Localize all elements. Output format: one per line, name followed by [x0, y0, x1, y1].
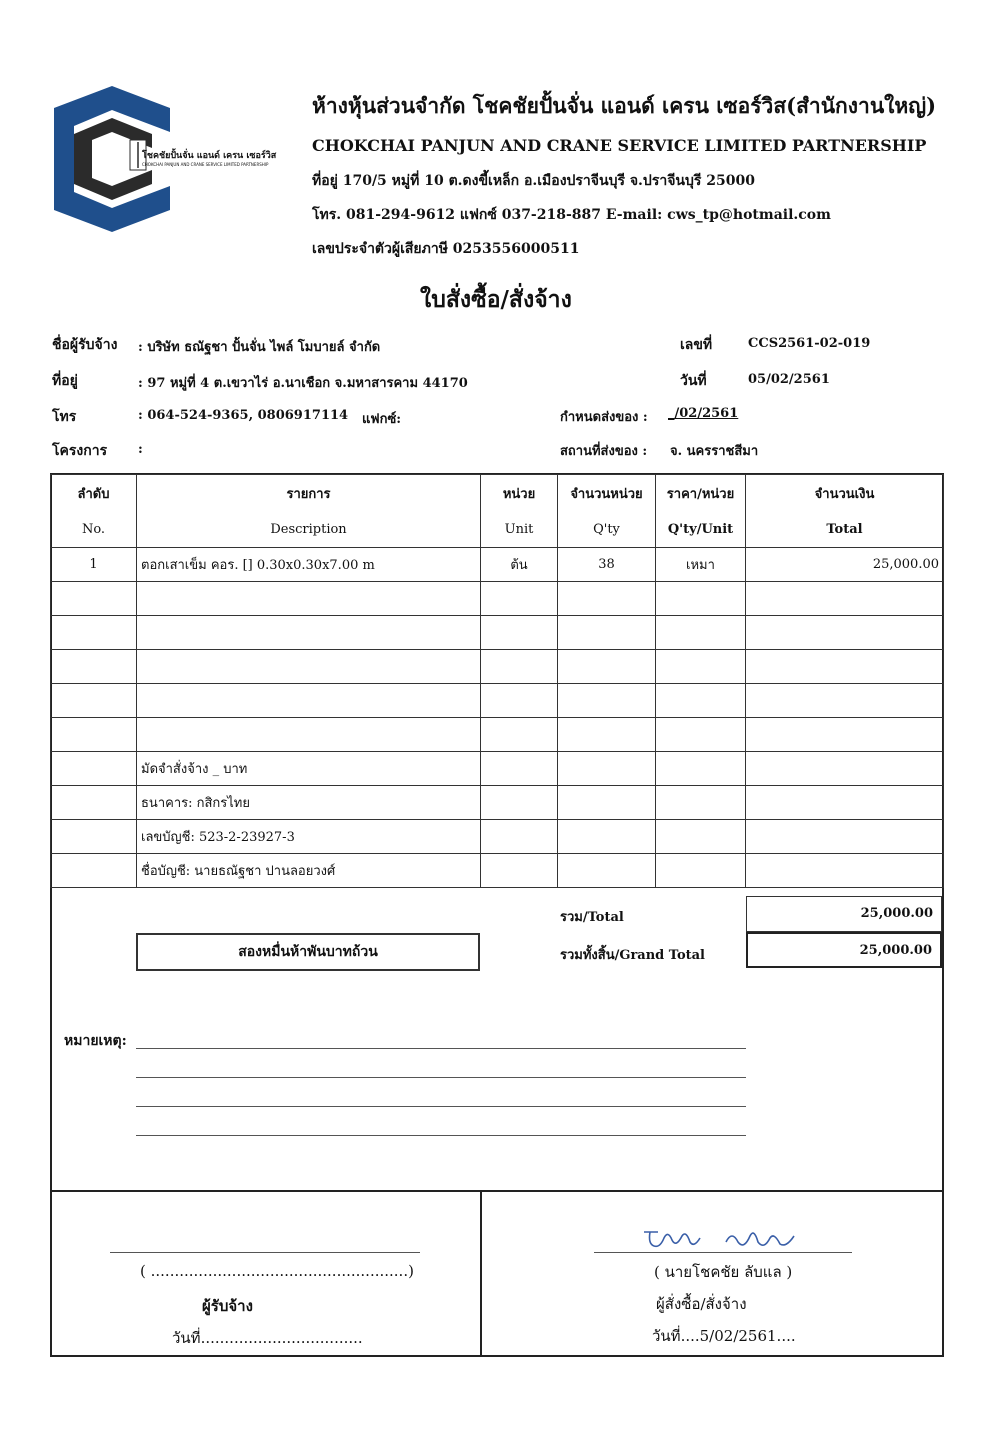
row-unit-price: เหมา — [656, 548, 746, 582]
row-unit — [481, 718, 558, 752]
header-no-th: ลำดับ — [51, 475, 137, 512]
row-unit-price — [656, 684, 746, 718]
total-value: 25,000.00 — [746, 896, 942, 932]
row-qty — [558, 650, 656, 684]
header-unit-en: Unit — [481, 511, 558, 548]
header-unit-price-en: Q'ty/Unit — [656, 511, 746, 548]
row-unit: ต้น — [481, 548, 558, 582]
row-no — [51, 582, 137, 616]
row-unit-price — [656, 752, 746, 786]
purchaser-signature-line — [594, 1252, 852, 1253]
row-unit — [481, 616, 558, 650]
remarks-line — [136, 1048, 746, 1049]
header-total-en: Total — [746, 511, 944, 548]
purchaser-date: วันที่....5/02/2561.... — [652, 1327, 796, 1345]
row-unit — [481, 820, 558, 854]
vendor-phone-label: โทร — [52, 409, 77, 425]
company-address: ที่อยู่ 170/5 หมู่ที่ 10 ต.ดงขี้เหล็ก อ.เมืองปราจีนบุรี จ.ปราจีนบุรี 25000 — [312, 173, 755, 189]
row-total — [746, 616, 944, 650]
contractor-role: ผู้รับจ้าง — [202, 1297, 253, 1315]
row-no — [51, 718, 137, 752]
header-unit-price-th: ราคา/หน่วย — [656, 475, 746, 512]
delivery-due-value: _/02/2561 — [668, 406, 739, 421]
row-qty — [558, 616, 656, 650]
table-row — [51, 582, 944, 616]
row-no — [51, 616, 137, 650]
row-description — [137, 684, 481, 718]
project-value: : — [138, 442, 143, 457]
table-row — [51, 752, 944, 786]
row-qty — [558, 752, 656, 786]
order-number-value: CCS2561-02-019 — [748, 336, 871, 351]
row-description — [137, 718, 481, 752]
document-title: ใบสั่งซื้อ/สั่งจ้าง — [420, 286, 572, 313]
row-qty — [558, 820, 656, 854]
row-qty — [558, 684, 656, 718]
row-description — [137, 616, 481, 650]
company-name-english: CHOKCHAI PANJUN AND CRANE SERVICE LIMITED PARTNERSHIP — [312, 136, 927, 155]
header-qty-en: Q'ty — [558, 511, 656, 548]
grand-total-value: 25,000.00 — [746, 932, 942, 968]
delivery-due-label: กำหนดส่งของ : — [560, 410, 648, 425]
vendor-name-label: ชื่อผู้รับจ้าง — [52, 337, 118, 353]
table-header-thai — [51, 475, 944, 512]
row-no: 1 — [51, 548, 137, 582]
vendor-address-label: ที่อยู่ — [52, 373, 78, 389]
row-description — [137, 650, 481, 684]
row-total — [746, 786, 944, 820]
amount-in-words: สองหมื่นห้าพันบาทถ้วน — [136, 933, 480, 971]
header-description-th: รายการ — [137, 475, 481, 512]
row-unit — [481, 650, 558, 684]
remarks-line — [136, 1077, 746, 1078]
logo-subtext: CHOKCHAI PANJUN AND CRANE SERVICE LIMITED PARTNERSHIP — [142, 162, 269, 167]
table-row — [51, 786, 944, 820]
row-unit — [481, 854, 558, 888]
contractor-date: วันที่.................................. — [172, 1329, 363, 1347]
row-total — [746, 582, 944, 616]
row-no — [51, 650, 137, 684]
row-unit — [481, 684, 558, 718]
row-unit-price — [656, 854, 746, 888]
row-description: ธนาคาร: กสิกรไทย — [137, 786, 481, 820]
table-row — [51, 684, 944, 718]
vendor-name-value: : บริษัท ธณัฐชา ปั้นจั่น ไพล์ โมบายล์ จำกัด — [138, 340, 381, 355]
row-unit-price — [656, 820, 746, 854]
purchaser-role: ผู้สั่งซื้อ/สั่งจ้าง — [656, 1295, 747, 1313]
table-row — [51, 854, 944, 888]
row-no — [51, 854, 137, 888]
row-total — [746, 650, 944, 684]
vendor-fax-label: แฟกซ์: — [362, 412, 402, 427]
delivery-place-value: จ. นครราชสีมา — [670, 444, 759, 459]
order-date-label: วันที่ — [680, 373, 707, 389]
table-row — [51, 718, 944, 752]
row-no — [51, 786, 137, 820]
row-unit-price — [656, 582, 746, 616]
row-qty — [558, 718, 656, 752]
table-row — [51, 616, 944, 650]
table-row — [51, 820, 944, 854]
order-date-value: 05/02/2561 — [748, 372, 830, 387]
row-unit — [481, 752, 558, 786]
vendor-address-value: : 97 หมู่ที่ 4 ต.เขวาไร่ อ.นาเชือก จ.มหาสารคาม 44170 — [138, 376, 468, 391]
project-label: โครงการ — [52, 443, 108, 459]
row-total — [746, 684, 944, 718]
vendor-phone-value: : 064-524-9365, 0806917114 — [138, 408, 349, 423]
row-unit-price — [656, 718, 746, 752]
row-no — [51, 752, 137, 786]
row-unit-price — [656, 786, 746, 820]
row-total: 25,000.00 — [746, 548, 944, 582]
row-no — [51, 684, 137, 718]
row-description: เลขบัญชี: 523-2-23927-3 — [137, 820, 481, 854]
items-table — [50, 474, 944, 888]
table-header-english — [51, 511, 944, 548]
company-contact: โทร. 081-294-9612 แฟกซ์ 037-218-887 E-mail: cws_tp@hotmail.com — [312, 207, 831, 223]
remarks-line — [136, 1135, 746, 1136]
remarks-line — [136, 1106, 746, 1107]
row-description — [137, 582, 481, 616]
company-name-thai: ห้างหุ้นส่วนจำกัด โชคชัยปั้นจั่น แอนด์ เครน เซอร์วิส(สำนักงานใหญ่) — [312, 93, 937, 118]
purchaser-name: ( นายโชคชัย ลับแล ) — [654, 1263, 793, 1281]
row-qty — [558, 582, 656, 616]
header-qty-th: จำนวนหน่วย — [558, 475, 656, 512]
header-unit-th: หน่วย — [481, 475, 558, 512]
row-total — [746, 820, 944, 854]
contractor-name: ( ......................................................) — [140, 1262, 414, 1280]
signature-column-divider — [480, 1190, 482, 1356]
row-unit — [481, 582, 558, 616]
row-description: ตอกเสาเข็ม คอร. [] 0.30x0.30x7.00 m — [137, 548, 481, 582]
header-no-en: No. — [51, 511, 137, 548]
company-tax-id: เลขประจำตัวผู้เสียภาษี 0253556000511 — [312, 241, 580, 257]
total-label: รวม/Total — [560, 910, 624, 925]
row-unit-price — [656, 650, 746, 684]
row-qty — [558, 854, 656, 888]
row-unit-price — [656, 616, 746, 650]
logo-text: โชคชัยปั้นจั่น แอนด์ เครน เซอร์วิส — [142, 151, 277, 161]
remarks-label: หมายเหตุ: — [64, 1033, 127, 1049]
header-description-en: Description — [137, 511, 481, 548]
handwritten-signature — [640, 1224, 800, 1254]
row-description: มัดจำสั่งจ้าง _ บาท — [137, 752, 481, 786]
row-qty — [558, 786, 656, 820]
signature-section-divider — [50, 1190, 944, 1192]
contractor-signature-line — [110, 1252, 420, 1253]
row-description: ชื่อบัญชี: นายธณัฐชา ปานลอยวงศ์ — [137, 854, 481, 888]
row-unit — [481, 786, 558, 820]
order-number-label: เลขที่ — [680, 337, 713, 353]
row-total — [746, 718, 944, 752]
table-row — [51, 650, 944, 684]
table-row — [51, 548, 944, 582]
header-total-th: จำนวนเงิน — [746, 475, 944, 512]
grand-total-label: รวมทั้งสิ้น/Grand Total — [560, 948, 705, 963]
delivery-place-label: สถานที่ส่งของ : — [560, 444, 648, 459]
row-total — [746, 854, 944, 888]
row-qty: 38 — [558, 548, 656, 582]
row-total — [746, 752, 944, 786]
row-no — [51, 820, 137, 854]
